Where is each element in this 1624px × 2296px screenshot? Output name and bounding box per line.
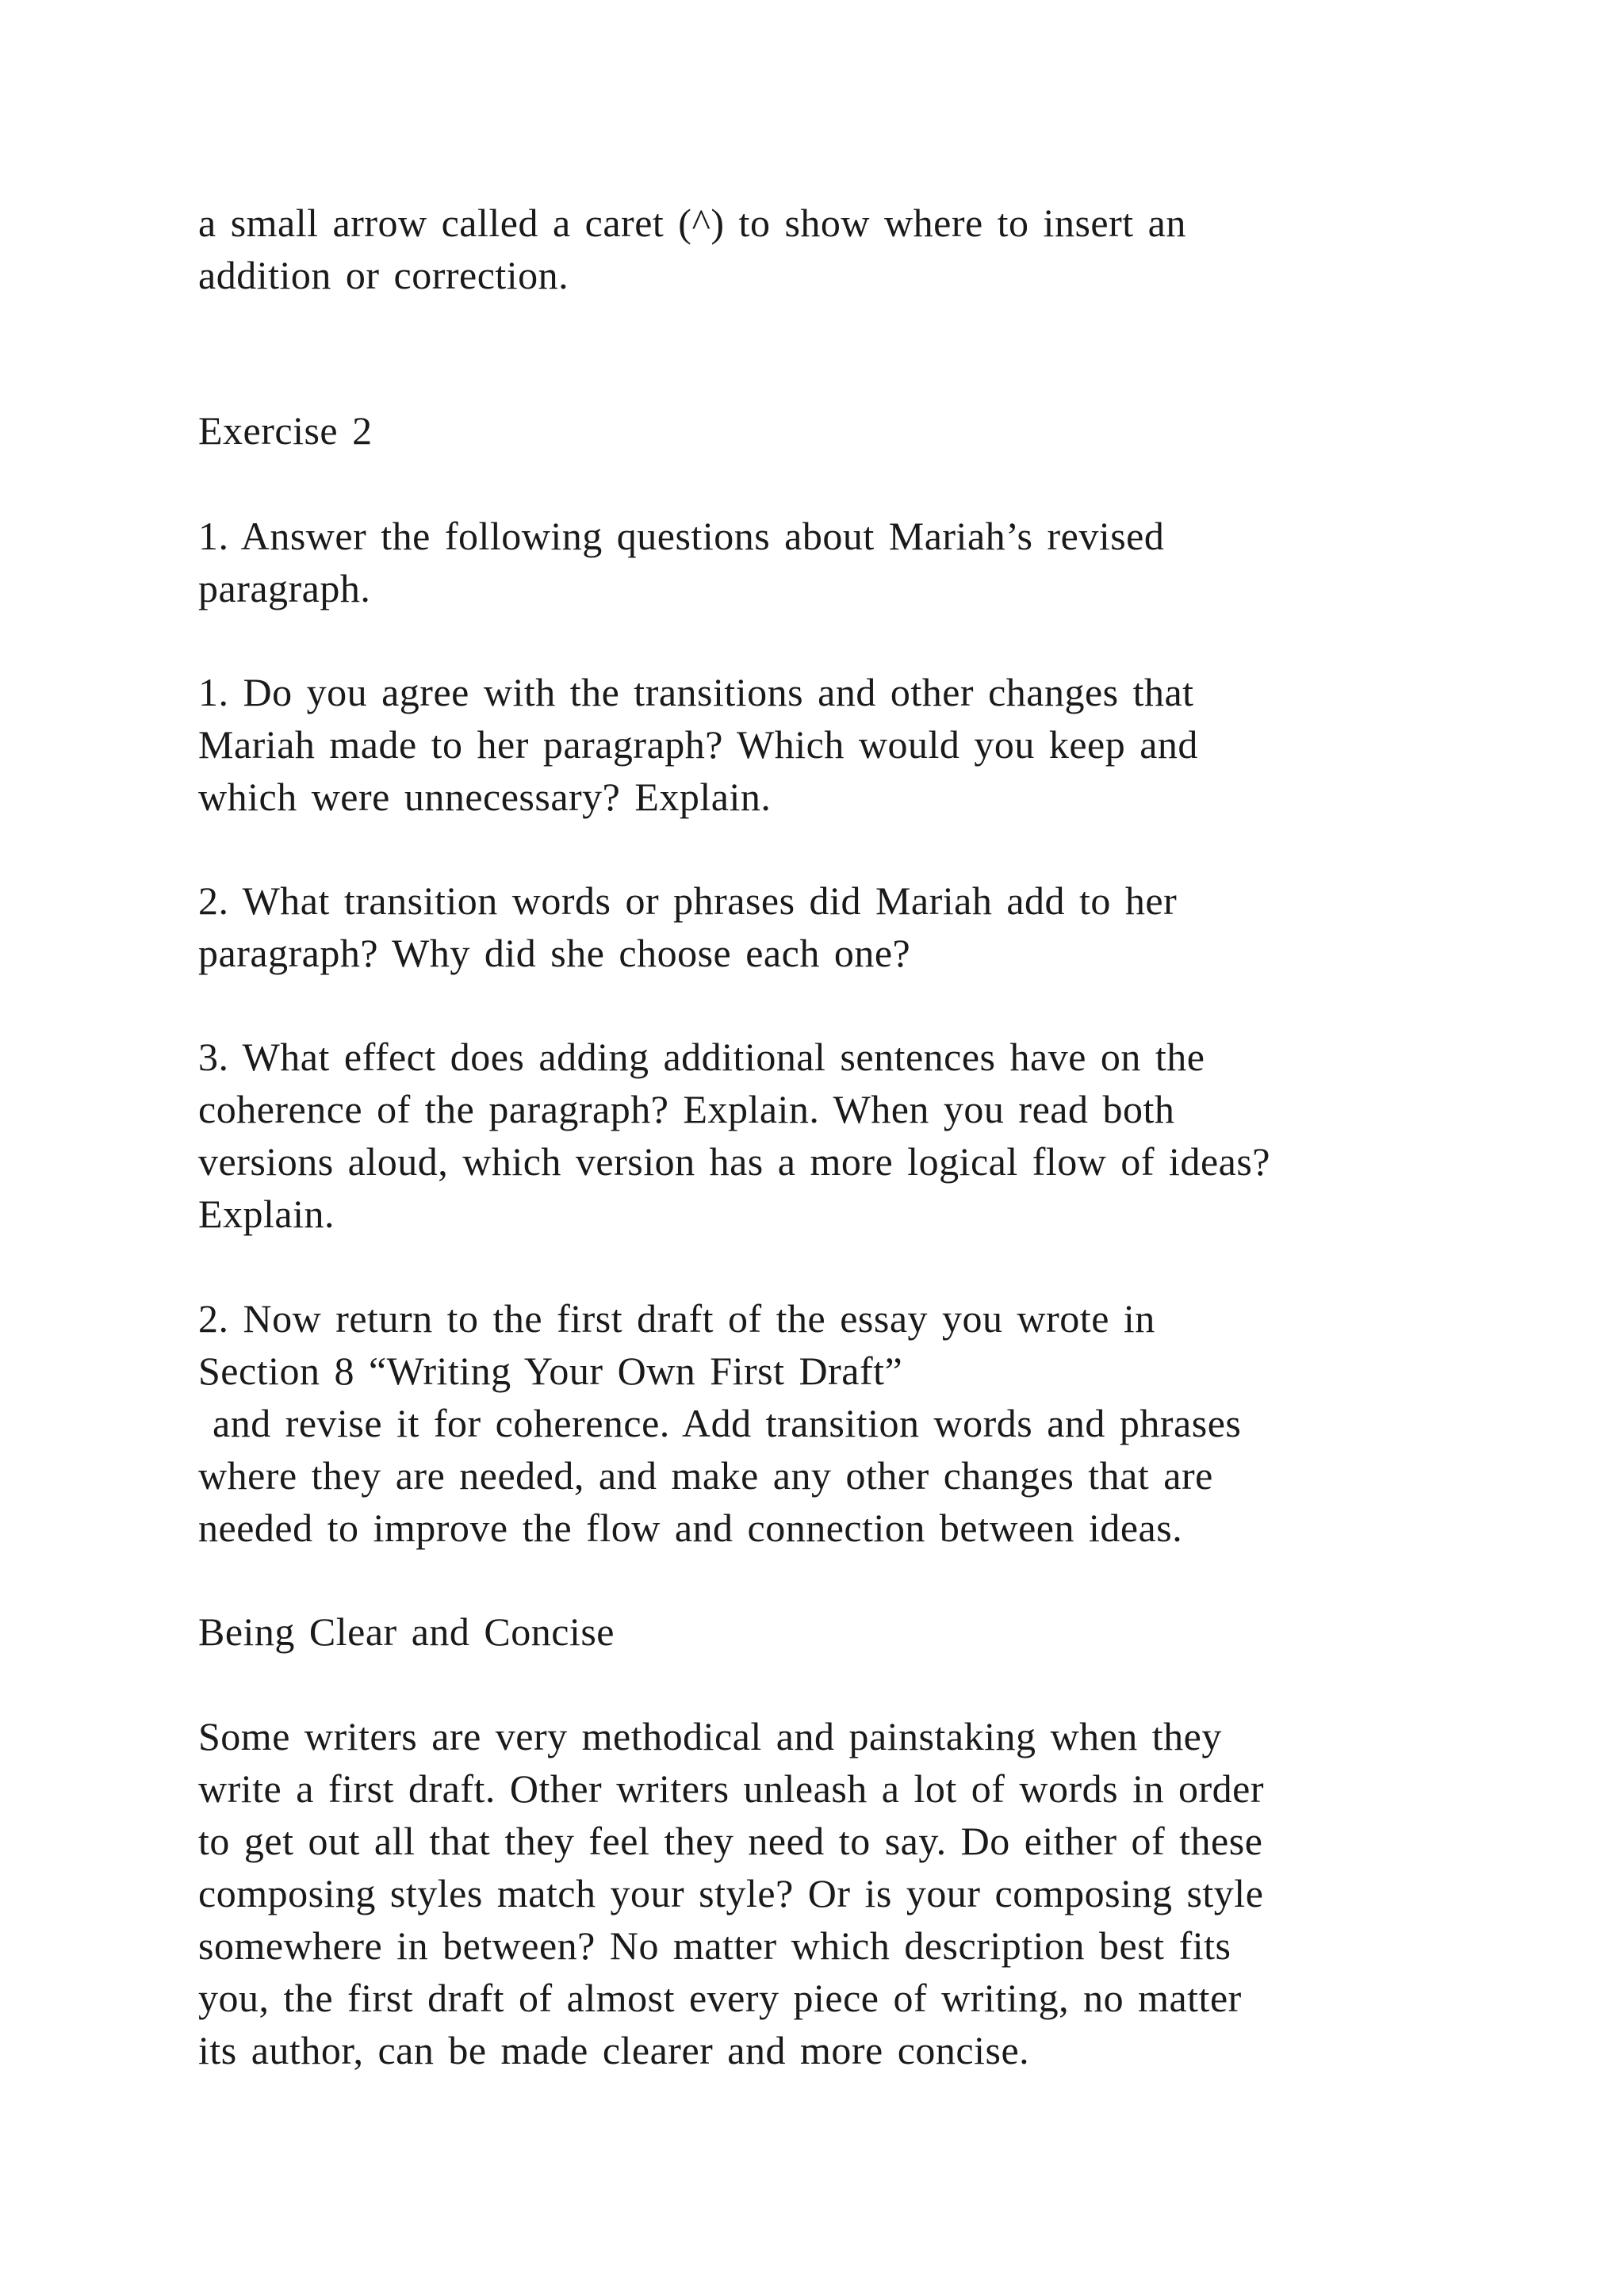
paragraph-line: write a first draft. Other writers unleash a lot of words in order [198,1766,1265,1811]
paragraph-line: 2. Now return to the first draft of the essay you wrote in [198,1296,1155,1341]
exercise-title: Exercise 2 [198,408,373,453]
section-heading [198,1605,1467,1658]
intro-paragraph [198,197,1467,301]
paragraph-line: Some writers are very methodical and painstaking when they [198,1714,1222,1758]
paragraph-line: composing styles match your style? Or is your composing style [198,1871,1264,1915]
paragraph-line: coherence of the paragraph? Explain. When you read both [198,1087,1175,1131]
section-title: Being Clear and Concise [198,1609,615,1654]
paragraph-line: 2. What transition words or phrases did Mariah add to her [198,878,1178,923]
paragraph-line: paragraph? Why did she choose each one? [198,931,911,975]
paragraph-line: 1. Answer the following questions about Mariah’s revised [198,514,1165,558]
paragraph-line: Section 8 “Writing Your Own First Draft” [198,1349,903,1393]
paragraph-line: 1. Do you agree with the transitions and other changes that [198,670,1194,714]
paragraph-line: 3. What effect does adding additional sentences have on the [198,1035,1205,1079]
paragraph-line: which were unnecessary? Explain. [198,775,772,819]
question-2 [198,1292,1467,1554]
paragraph-line: versions aloud, which version has a more logical flow of ideas? [198,1139,1270,1184]
sub-question-3 [198,1031,1467,1240]
paragraph-line: paragraph. [198,566,371,610]
paragraph-line: addition or correction. [198,253,569,297]
paragraph-line: Explain. [198,1192,335,1236]
paragraph-line: where they are needed, and make any other changes that are [198,1453,1213,1498]
paragraph-line: its author, can be made clearer and more concise. [198,2028,1030,2072]
paragraph-line: you, the first draft of almost every piece of writing, no matter [198,1976,1242,2020]
paragraph-line: to get out all that they feel they need to say. Do either of these [198,1819,1263,1863]
paragraph-line: needed to improve the flow and connection between ideas. [198,1506,1183,1550]
final-paragraph [198,1710,1467,2076]
exercise-heading [198,404,1467,457]
sub-question-2 [198,874,1467,979]
question-1 [198,510,1467,614]
paragraph-line: and revise it for coherence. Add transition words and phrases [198,1401,1242,1445]
paragraph-line: a small arrow called a caret (^) to show where to insert an [198,201,1186,245]
sub-question-1 [198,666,1467,823]
paragraph-line: Mariah made to her paragraph? Which would you keep and [198,722,1198,767]
paragraph-line: somewhere in between? No matter which description best fits [198,1923,1231,1968]
